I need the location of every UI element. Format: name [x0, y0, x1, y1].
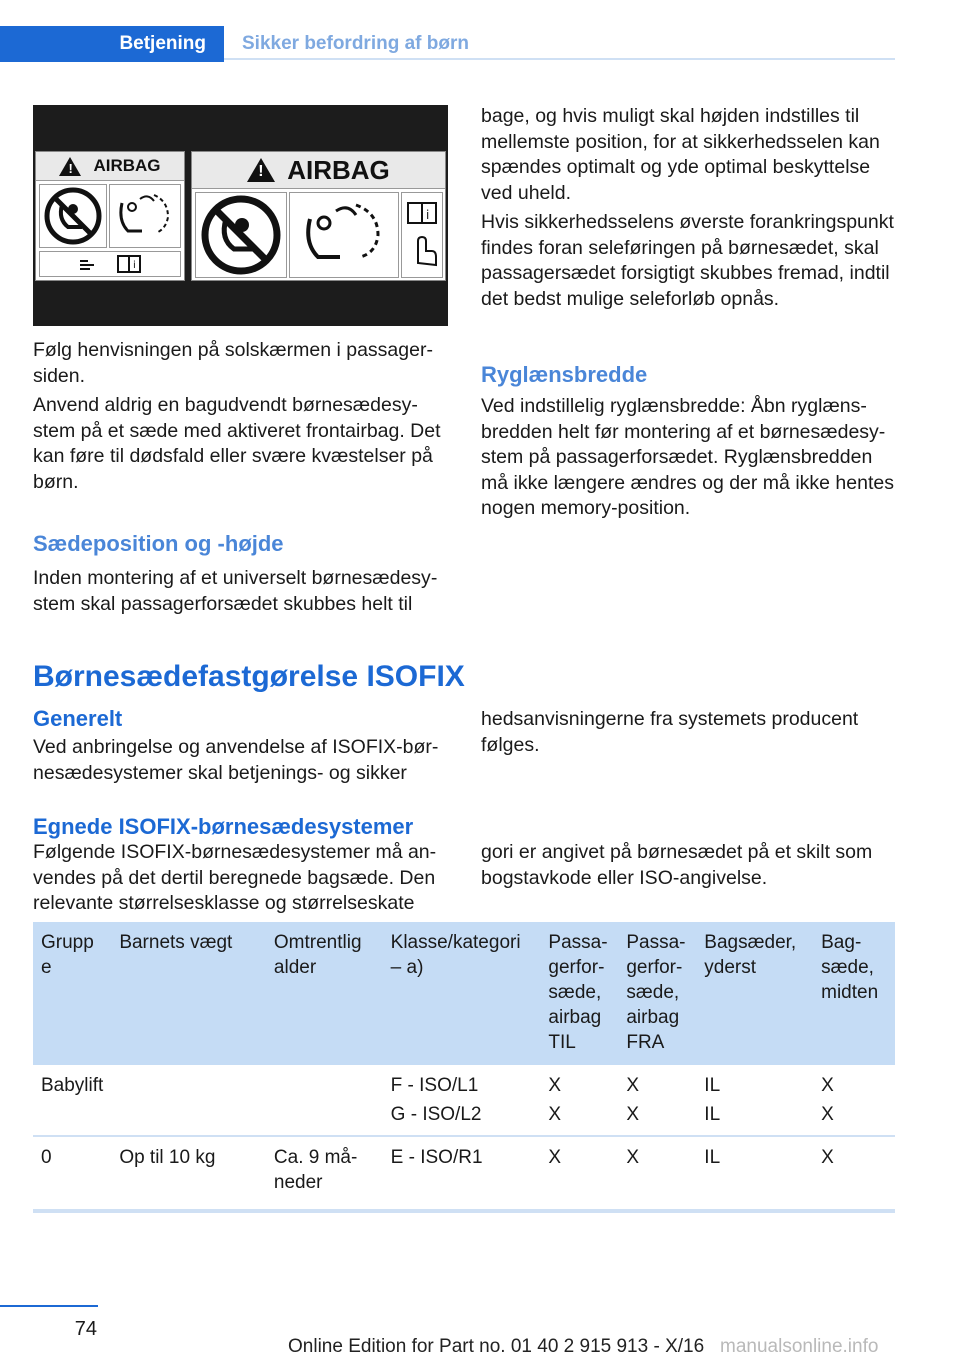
- airbag-text-small: AIRBAG: [93, 156, 161, 175]
- paragraph-backrest-width: Ved indstillelig ryglænsbredde: Åbn ryglænsbredden helt før montering af et børnesædesystem på passagerforsædet. Ryglænsbredden må ikke længere ændres og der må ikke hentes nogen memory-position.: [481, 395, 894, 519]
- manual-reference-strip: [39, 251, 181, 277]
- page-number: 74: [74, 1318, 97, 1340]
- paragraph-general-left: Ved anbringelse og anvendelse af ISOFIX-børnesædesystemer skal betjenings- og sikker: [33, 736, 439, 784]
- no-rear-facing-seat-icon: [39, 184, 107, 248]
- heading-isofix: Børnesædefastgørelse ISOFIX: [33, 660, 465, 693]
- warning-triangle-icon: !: [247, 158, 275, 182]
- table-row: [33, 1065, 895, 1100]
- column-header: Passagerforsæde, airbag TIL: [548, 932, 608, 1053]
- table-cell: E - ISO/R1: [390, 1147, 483, 1168]
- airbag-text-large: AIRBAG: [287, 154, 390, 185]
- table-cell: X: [548, 1147, 562, 1168]
- paragraph-seat-height: bage, og hvis muligt skal højden indstilles til mellemste position, for at sikkerhedsselen kan spændes optimalt og yde optimal beskyttelse ved uheld.: [481, 105, 880, 204]
- column-header: Bagsæde, midten: [821, 932, 879, 1003]
- table-cell: Op til 10 kg: [119, 1147, 216, 1168]
- section-tab: Betjening: [0, 26, 224, 62]
- table-cell: 0: [41, 1147, 52, 1168]
- manual-reference-icon: [401, 192, 443, 278]
- heading-general: Generelt: [33, 706, 123, 731]
- table-cell: Ca. 9 måneder: [273, 1147, 358, 1193]
- table-cell: X: [821, 1104, 834, 1125]
- paragraph-general-right: hedsanvisningerne fra systemets producent følges.: [481, 708, 859, 756]
- table-cell: IL: [704, 1147, 721, 1168]
- paragraph-suitable-right: gori er angivet på børnesædet på et skilt som bogstavkode eller ISO-angivelse.: [481, 841, 873, 889]
- table-cell: X: [821, 1075, 834, 1096]
- table-header-row: [33, 922, 895, 1065]
- table-cell: X: [548, 1104, 562, 1125]
- table-cell: X: [821, 1147, 834, 1168]
- column-header: Passagerforsæde, airbag FRA: [626, 932, 686, 1053]
- svg-text:i: i: [133, 260, 136, 271]
- column-header: Omtrentlig alder: [273, 932, 362, 978]
- table-cell: [111, 1065, 266, 1100]
- subsection-tab: Sikker befordring af børn: [224, 26, 895, 60]
- paragraph-sunvisor-note: Følg henvisningen på solskærmen i passagersiden.: [33, 339, 433, 387]
- page-header: [0, 26, 895, 62]
- table-cell: X: [626, 1147, 640, 1168]
- column-header: Barnets vægt: [119, 932, 233, 953]
- watermark: manualsonline.info: [720, 1336, 879, 1357]
- paragraph-seat-position: Inden montering af et universelt børnesædesystem skal passagerforsædet skubbes helt til: [33, 567, 438, 615]
- table-cell: G - ISO/L2: [390, 1104, 482, 1125]
- paragraph-suitable-left: Følgende ISOFIX-børnesædesystemer må anvendes på det dertil beregnede bagsæde. Den relevante størrelsesklasse og størrelseskate: [33, 841, 437, 914]
- heading-backrest-width: Ryglænsbredde: [481, 362, 648, 387]
- paragraph-belt-anchor: Hvis sikkerhedsselens øverste forankringspunkt findes foran seleføringen på børnesædet, skal passagersædet forsigtigt skubbes fremad, indtil det bedst mulige seleforløb opnås.: [481, 211, 894, 310]
- airbag-label-large: [191, 151, 446, 281]
- no-rear-facing-seat-icon: [195, 192, 287, 278]
- column-header: Klasse/kategori – a): [390, 932, 521, 978]
- isofix-table: [33, 922, 895, 1213]
- table-cell: X: [626, 1104, 640, 1125]
- heading-seat-position: Sædeposition og -højde: [33, 531, 284, 556]
- table-cell: [111, 1100, 266, 1136]
- airbag-label-figure: [33, 105, 448, 326]
- column-header: Grupp e: [41, 932, 94, 978]
- airbag-label-small: [35, 151, 185, 281]
- svg-text:i: i: [426, 208, 430, 222]
- paragraph-airbag-warning: Anvend aldrig en bagudvendt børnesædesystem på et sæde med aktiveret frontairbag. Det kan føre til dødsfald eller svære kvæstelser på børn.: [33, 394, 441, 493]
- column-header: Bagsæder, yderst: [704, 932, 797, 978]
- table-cell: [266, 1065, 383, 1100]
- table-cell: [266, 1100, 383, 1136]
- table-cell: IL: [704, 1075, 721, 1096]
- table-cell: X: [548, 1075, 562, 1096]
- heading-suitable-systems: Egnede ISOFIX-børnesædesystemer: [33, 814, 414, 839]
- online-edition-note: Online Edition for Part no. 01 40 2 915 913 - X/16: [288, 1336, 705, 1357]
- table-cell: X: [626, 1075, 640, 1096]
- table-cell: F - ISO/L1: [390, 1075, 479, 1096]
- warning-triangle-icon: !: [59, 157, 81, 176]
- table-cell: IL: [704, 1104, 721, 1125]
- footer-rule: [0, 1305, 98, 1307]
- airbag-deploy-icon: [289, 192, 399, 278]
- table-row: [33, 1100, 895, 1136]
- airbag-deploy-icon: [109, 184, 181, 248]
- table-cell: Babylift: [41, 1075, 104, 1096]
- table-row: [33, 1136, 895, 1211]
- table-cell: [33, 1100, 111, 1136]
